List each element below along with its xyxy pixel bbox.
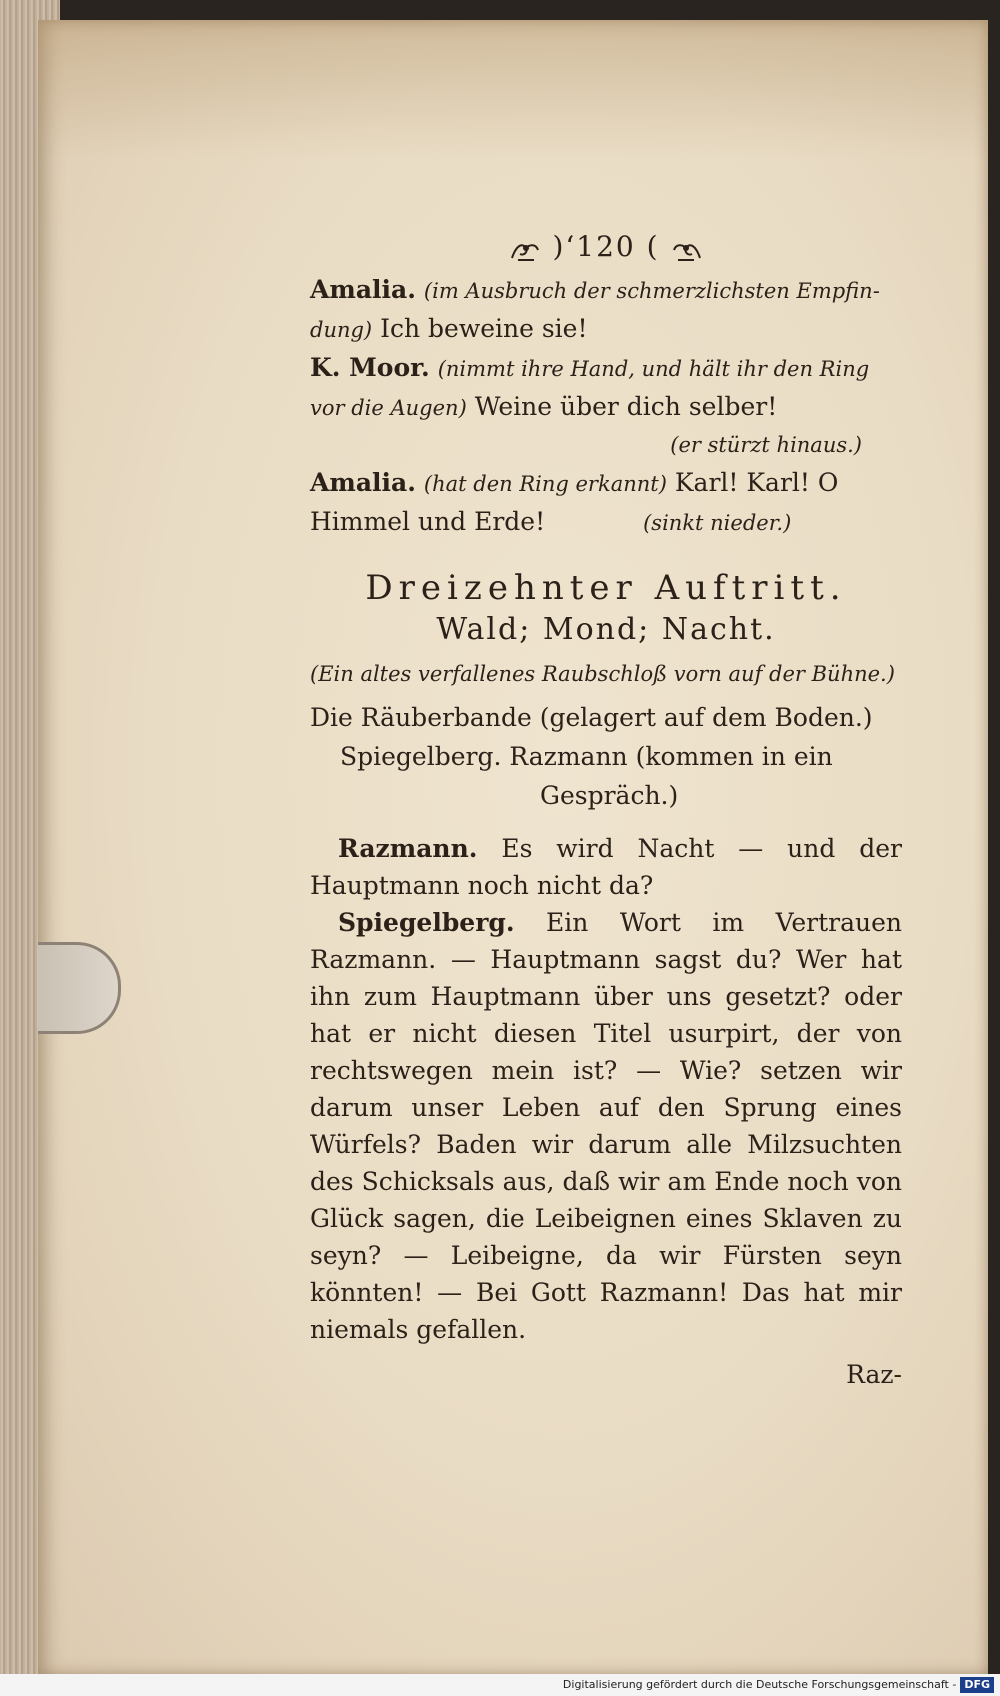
footer-text: Digitalisierung gefördert durch die Deutsche Forschungsgemeinschaft - (562, 1678, 957, 1691)
digitization-footer (0, 1674, 1000, 1696)
scene-cast: Gespräch.) (540, 781, 679, 810)
speech-text: Ich beweine sie! (380, 314, 588, 343)
speaker-name: Spiegelberg. (338, 908, 515, 937)
speech-text: Ein Wort im Vertrauen Razmann. — Hauptmann sagst du? Wer hat ihn zum Hauptmann über uns gesetzt? oder hat er nicht diesen Titel usurpirt, der von rechtswegen mein ist? — Wie? setzen wir darum unser Leben auf den Sprung eines Würfels? Baden wir darum alle Milzsuchten des Schicksals aus, daß wir am Ende noch von Glück sagen, die Leibeignen eines Sklaven zu seyn? — Leibeigne, da wir Fürsten seyn könnten! — Bei Gott Razmann! Das hat mir niemals gefallen. (310, 908, 902, 1344)
stage-direction-trailing: (sinkt nieder.) (643, 511, 792, 535)
speech-moor (310, 349, 902, 427)
stage-direction-exit: (er stürzt hinaus.) (670, 433, 862, 457)
speech-text: Weine über dich selber! (474, 392, 778, 421)
dfg-logo: DFG (960, 1677, 994, 1693)
flower-ornament-icon (508, 236, 542, 262)
scene-cast: Die Räuberbande (gelagert auf dem Boden.) (310, 703, 873, 732)
scene-cast: Spiegelberg. Razmann (kommen in ein (340, 742, 833, 771)
speech-text: Karl! Karl! O Himmel und Erde! (310, 468, 839, 536)
speech-text: Es wird Nacht — und der Hauptmann noch nicht da? (310, 834, 902, 900)
scene-title: Dreizehnter Auftritt. (365, 568, 847, 608)
speech-spiegelberg (310, 904, 902, 1348)
scene-setting: Wald; Mond; Nacht. (436, 612, 776, 647)
stage-direction: (im Ausbruch der schmerzlichsten Empfin-dung) (310, 279, 880, 342)
catchword: Raz- (846, 1360, 902, 1389)
page-number: )ʻ120 ( (552, 230, 660, 263)
speech-amalia-2 (310, 464, 902, 542)
speech-amalia-1 (310, 271, 902, 349)
stage-direction: (nimmt ihre Hand, und hält ihr den Ring vor die Augen) (310, 357, 870, 420)
flower-ornament-icon (670, 236, 704, 262)
speaker-name: K. Moor. (310, 353, 430, 382)
speech-razmann (310, 830, 902, 904)
speaker-name: Amalia. (310, 468, 416, 497)
page-text (310, 228, 902, 1393)
page-clip (38, 942, 121, 1034)
running-header (310, 228, 902, 265)
stage-direction: (hat den Ring erkannt) (423, 472, 667, 496)
speaker-name: Amalia. (310, 275, 416, 304)
speaker-name: Razmann. (338, 834, 478, 863)
scene-description: (Ein altes verfallenes Raubschloß vorn auf der Bühne.) (310, 662, 895, 686)
